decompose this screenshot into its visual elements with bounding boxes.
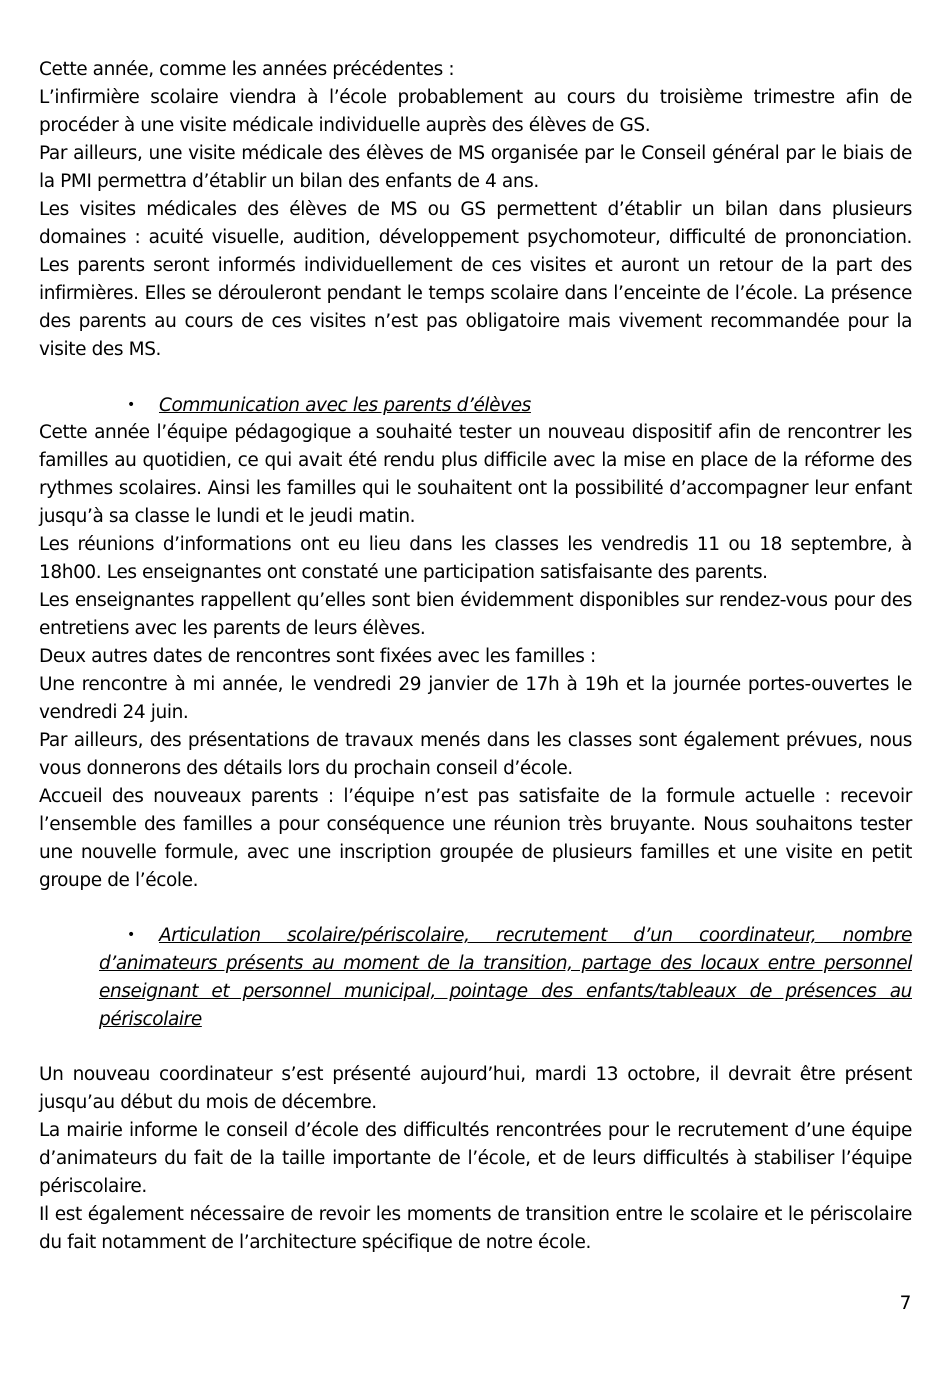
paragraph: Deux autres dates de rencontres sont fixées avec les familles : <box>39 646 596 667</box>
paragraph: Cette année, comme les années précédentes : <box>39 59 455 80</box>
section-title: Articulation scolaire/périscolaire, recrutement d’un coordinateur, nombre d’animateurs présents au moment de la transition, partage des locaux entre personnel enseignant et personnel municipal, pointage des enfants/tableaux de présences au périscolaire <box>99 925 912 1030</box>
paragraph: Un nouveau coordinateur s’est présenté aujourd’hui, mardi 13 octobre, il devrait être présent jusqu’au début du mois de décembre. <box>39 1064 912 1113</box>
articulation-section <box>39 1061 912 1257</box>
bullet-icon: • <box>127 927 135 943</box>
paragraph: Les enseignantes rappellent qu’elles sont bien évidemment disponibles sur rendez-vous pour des entretiens avec les parents de leurs élèves. <box>39 590 912 639</box>
paragraph: Cette année l’équipe pédagogique a souhaité tester un nouveau dispositif afin de rencontrer les familles au quotidien, ce qui avait été rendu plus difficile avec la mise en place de la réforme des rythmes scolaires. Ainsi les familles qui le souhaitent ont la possibilité d’accompagner leur enfant jusqu’à sa classe le lundi et le jeudi matin. <box>39 422 912 527</box>
paragraph: Accueil des nouveaux parents : l’équipe n’est pas satisfaite de la formule actuelle : recevoir l’ensemble des familles a pour conséquence une réunion très bruyante. Nous souhaitons tester une nouvelle formule, avec une inscription groupée de plusieurs familles et une visite en petit groupe de l’école. <box>39 786 912 891</box>
paragraph: La mairie informe le conseil d’école des difficultés rencontrées pour le recrutement d’une équipe d’animateurs du fait de la taille importante de l’école, et de leurs difficultés à stabiliser l’équipe périscolaire. <box>39 1120 912 1197</box>
paragraph: L’infirmière scolaire viendra à l’école probablement au cours du troisième trimestre afin de procéder à une visite médicale individuelle auprès des élèves de GS. <box>39 87 912 136</box>
paragraph: Les visites médicales des élèves de MS ou GS permettent d’établir un bilan dans plusieurs domaines : acuité visuelle, audition, développement psychomoteur, difficulté de prononciation. Les parents seront informés individuellement de ces visites et auront un retour de la part des infirmières. Elles se dérouleront pendant le temps scolaire dans l’enceinte de l’école. La présence des parents au cours de ces visites n’est pas obligatoire mais vivement recommandée pour la visite des MS. <box>39 199 912 360</box>
page-number: 7 <box>899 1293 911 1314</box>
visits-section <box>39 56 912 364</box>
section-title: Communication avec les parents d’élèves <box>159 395 531 416</box>
communication-heading <box>127 391 912 420</box>
paragraph: Par ailleurs, des présentations de travaux menés dans les classes sont également prévues, nous vous donnerons des détails lors du prochain conseil d’école. <box>39 730 912 779</box>
paragraph: Il est également nécessaire de revoir les moments de transition entre le scolaire et le périscolaire du fait notamment de l’architecture spécifique de notre école. <box>39 1204 912 1253</box>
paragraph: Par ailleurs, une visite médicale des élèves de MS organisée par le Conseil général par le biais de la PMI permettra d’établir un bilan des enfants de 4 ans. <box>39 143 912 192</box>
articulation-heading <box>99 921 912 1034</box>
paragraph: Les réunions d’informations ont eu lieu dans les classes les vendredis 11 ou 18 septembre, à 18h00. Les enseignantes ont constaté une participation satisfaisante des parents. <box>39 534 912 583</box>
bullet-icon: • <box>127 397 135 413</box>
paragraph: Une rencontre à mi année, le vendredi 29 janvier de 17h à 19h et la journée portes-ouvertes le vendredi 24 juin. <box>39 674 912 723</box>
communication-section <box>39 419 912 895</box>
